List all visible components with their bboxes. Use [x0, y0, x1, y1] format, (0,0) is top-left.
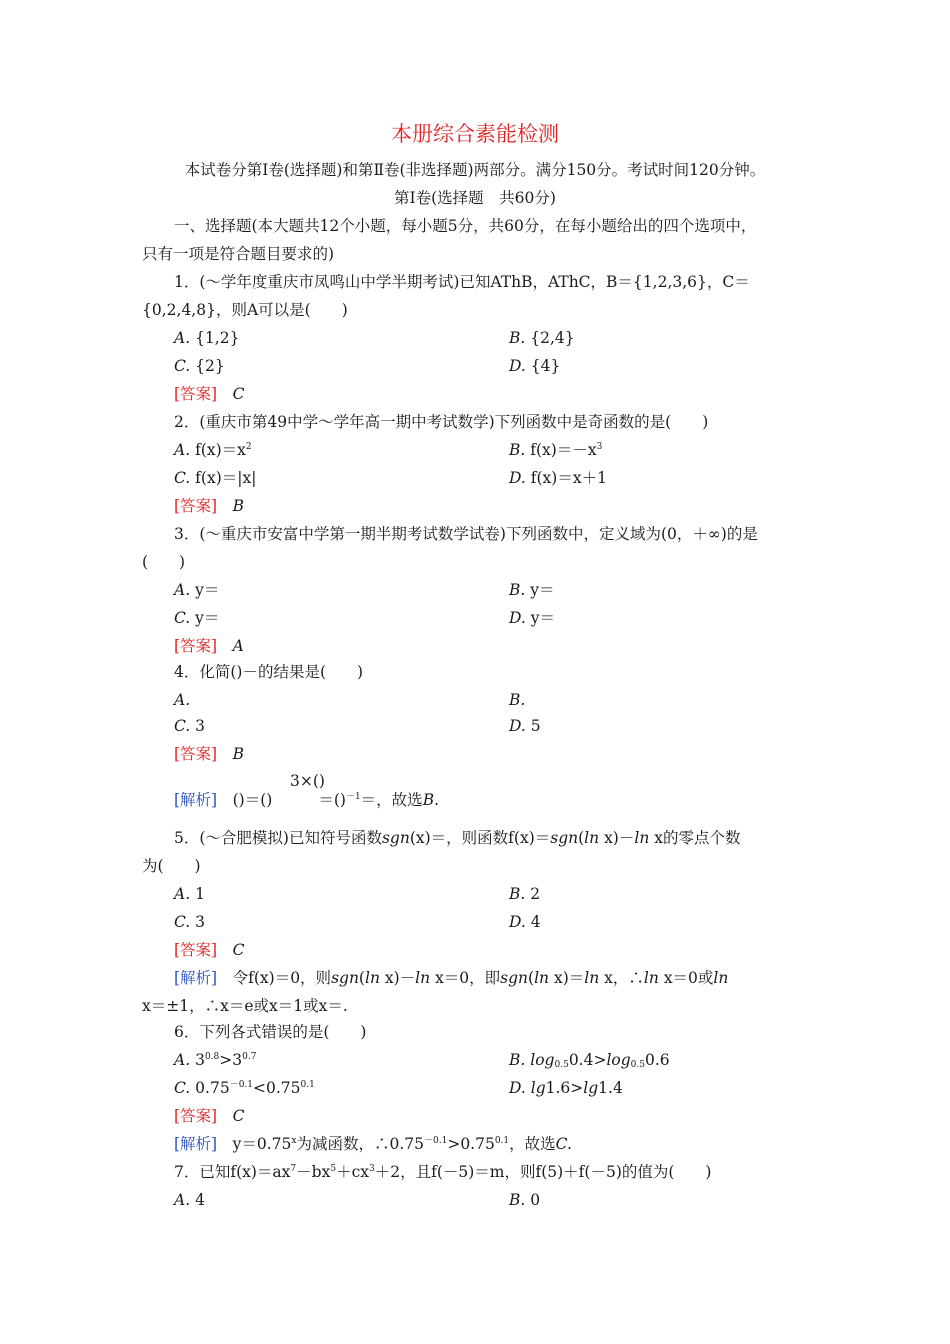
q6-option-b: B. $\log_{0.5}0.4>\log_{0.5}0.6$: [509, 1051, 670, 1070]
q3-stem-line2: ( ): [142, 553, 186, 571]
q1-option-b: B. {2,4}: [509, 329, 575, 347]
q5-answer: [答案] C: [174, 941, 245, 959]
q1-option-c: C. {2}: [174, 357, 225, 375]
q4-stem: 4．化简()－的结果是( ): [174, 663, 364, 681]
q4-option-b: B.: [509, 691, 526, 709]
q5-analysis-line2: x＝±1，∴x＝e或x＝1或x＝.: [142, 997, 348, 1015]
exam-intro: 本试卷分第Ⅰ卷(选择题)和第Ⅱ卷(非选择题)两部分。满分150分。考试时间120分钟。: [184, 161, 766, 179]
q2-answer: [答案] B: [174, 497, 245, 515]
q5-option-a: A. 1: [174, 885, 205, 903]
q4-option-d: D. 5: [509, 717, 541, 735]
q7-option-a: A. 4: [174, 1191, 205, 1209]
answer-label: [答案]: [174, 1107, 218, 1125]
q2-option-c: C. f(x)＝|x|: [174, 469, 257, 487]
answer-label: [答案]: [174, 385, 218, 403]
q6-analysis: [解析] $y=0.75^x$为减函数，$\therefore 0.75^{-0.1}>0.75^{0.1}$，故选C.: [174, 1135, 572, 1153]
analysis-label: [解析]: [174, 791, 218, 809]
q5-option-d: D. 4: [509, 913, 541, 931]
page-title: 本册综合素能检测: [391, 122, 559, 146]
q2-option-b: B. $f(x)=-x^3$: [509, 441, 603, 459]
section-heading-line2: 只有一项是符合题目要求的): [142, 245, 335, 263]
answer-label: [答案]: [174, 497, 218, 515]
q2-option-d: D. f(x)＝x＋1: [509, 469, 607, 487]
q7-stem: 7．已知$f(x)=ax^7-bx^5+cx^3+2$，且f(－5)＝m，则f(5)＋f(－5)的值为( ): [174, 1163, 712, 1181]
q1-option-a: A. {1,2}: [174, 329, 240, 347]
q1-option-d: D. {4}: [509, 357, 561, 375]
q3-option-a: A. y＝: [174, 581, 220, 599]
section-heading-line1: 一、选择题(本大题共12个小题，每小题5分，共60分，在每小题给出的四个选项中，: [174, 217, 757, 235]
q1-answer: [答案] C: [174, 385, 245, 403]
q3-option-b: B. y＝: [509, 581, 555, 599]
q4-analysis-numerator: 3×(): [290, 772, 325, 790]
q4-option-a: A.: [174, 691, 191, 709]
q2-option-a: A. $f(x)=x^2$: [174, 441, 252, 459]
q3-answer: [答案] A: [174, 637, 244, 655]
q5-option-c: C. 3: [174, 913, 206, 931]
q2-stem: 2．(重庆市第49中学～学年高一期中考试数学)下列函数中是奇函数的是( ): [174, 413, 709, 431]
answer-label: [答案]: [174, 637, 218, 655]
q6-option-d: D. lg1.6>lg1.4: [509, 1079, 623, 1097]
analysis-label: [解析]: [174, 969, 218, 987]
q6-stem: 6．下列各式错误的是( ): [174, 1023, 367, 1041]
answer-label: [答案]: [174, 745, 218, 763]
part-one-heading: 第Ⅰ卷(选择题 共60分): [394, 189, 556, 207]
q4-analysis: [解析] ()＝() ＝()$^{-1}$＝，故选B.: [174, 791, 440, 809]
q7-option-b: B. 0: [509, 1191, 541, 1209]
analysis-label: [解析]: [174, 1135, 218, 1153]
q4-answer: [答案] B: [174, 745, 245, 763]
q6-answer: [答案] C: [174, 1107, 245, 1125]
q3-option-d: D. y＝: [509, 609, 556, 627]
q6-option-c: C. $0.75^{-0.1}<0.75^{0.1}$: [174, 1079, 315, 1097]
q5-option-b: B. 2: [509, 885, 541, 903]
q4-option-c: C. 3: [174, 717, 206, 735]
q3-stem-line1: 3．(～重庆市安富中学第一期半期考试数学试卷)下列函数中，定义域为(0，＋∞)的是: [174, 525, 758, 543]
q1-stem-line1: 1．(～学年度重庆市凤鸣山中学半期考试)已知AThB，AThC，B＝{1,2,3,6}，C＝: [174, 273, 750, 291]
q1-stem-line2: {0,2,4,8}，则A可以是( ): [142, 301, 348, 319]
q3-option-c: C. y＝: [174, 609, 220, 627]
q5-analysis-line1: [解析] 令f(x)＝0，则sgn(ln x)－ln x＝0，即sgn(ln x)＝ln x，∴ln x＝0或ln: [174, 969, 729, 987]
q6-option-a: A. $3^{0.8}>3^{0.7}$: [174, 1051, 257, 1069]
answer-label: [答案]: [174, 941, 218, 959]
q5-stem-line1: 5．(～合肥模拟)已知符号函数sgn(x)＝，则函数f(x)＝sgn(ln x)－ln x的零点个数: [174, 829, 741, 847]
q5-stem-line2: 为( ): [142, 857, 201, 875]
